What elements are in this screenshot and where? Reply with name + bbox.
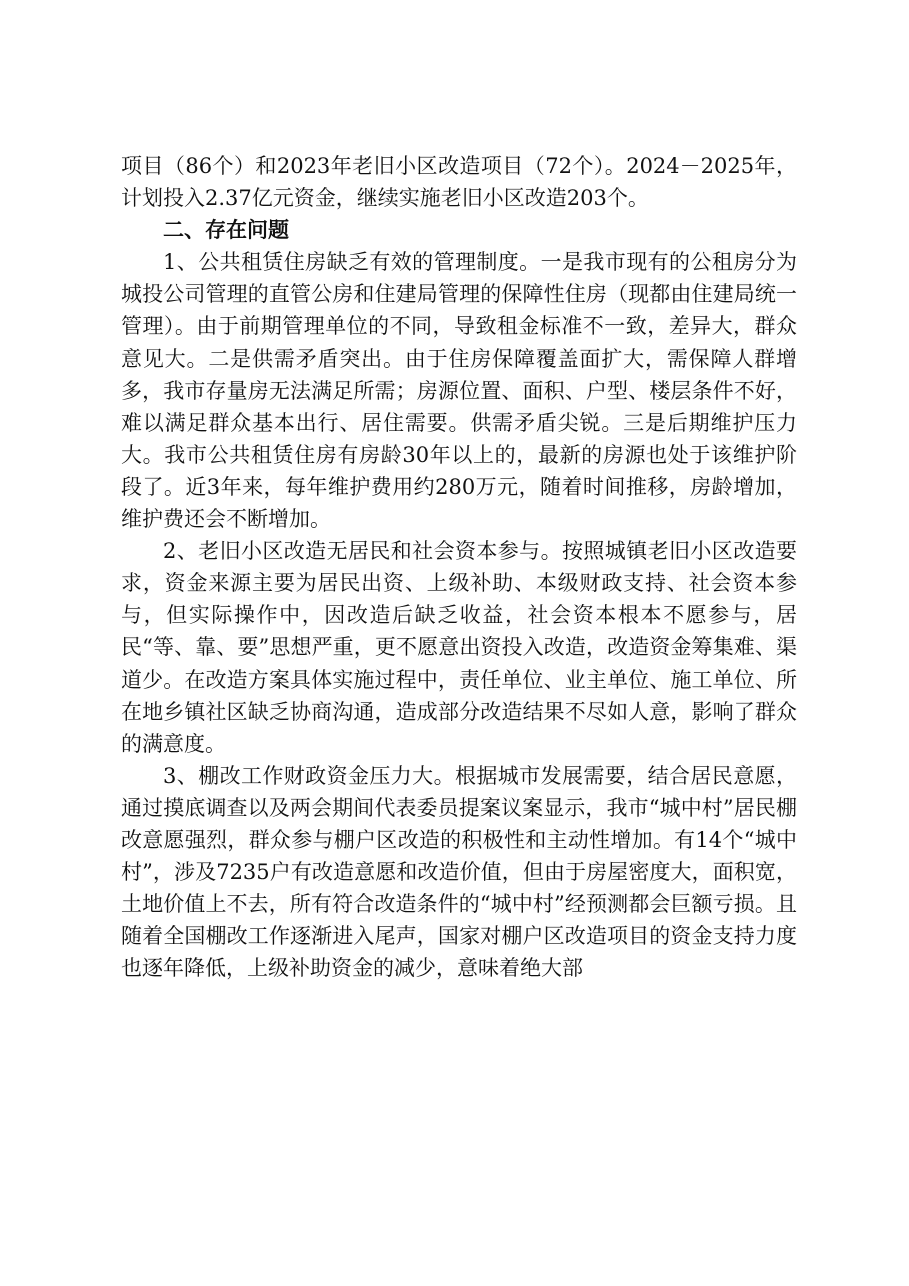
paragraph-2: 2、老旧小区改造无居民和社会资本参与。按照城镇老旧小区改造要求，资金来源主要为居民出资、上级补助、本级财政支持、社会资本参与，但实际操作中，因改造后缺乏收益，社会资本根本不愿参与，居民“等、靠、要”思想严重，更不愿意出资投入改造，改造资金筹集难、渠道少。在改造方案具体实施过程中，责任单位、业主单位、施工单位、所在地乡镇社区缺乏协商沟通，造成部分改造结果不尽如人意，影响了群众的满意度。 xyxy=(121,539,797,756)
paragraph-3: 3、棚改工作财政资金压力大。根据城市发展需要，结合居民意愿，通过摸底调查以及两会期间代表委员提案议案显示，我市“城中村”居民棚改意愿强烈，群众参与棚户区改造的积极性和主动性增加。有14个“城中村”，涉及7235户有改造意愿和改造价值，但由于房屋密度大，面积宽，土地价值上不去，所有符合改造条件的“城中村”经预测都会巨额亏损。且随着全国棚改工作逐渐进入尾声，国家对棚户区改造项目的资金支持力度也逐年降低，上级补助资金的减少，意味着绝大部 xyxy=(121,763,797,981)
section-heading: 二、存在问题 xyxy=(163,218,289,243)
paragraph-1: 1、公共租赁住房缺乏有效的管理制度。一是我市现有的公租房分为城投公司管理的直管公房和住建局管理的保障性住房（现都由住建局统一管理）。由于前期管理单位的不同，导致租金标准不一致，差异大，群众意见大。二是供需矛盾突出。由于住房保障覆盖面扩大，需保障人群增多，我市存量房无法满足所需；房源位置、面积、户型、楼层条件不好，难以满足群众基本出行、居住需要。供需矛盾尖锐。三是后期维护压力大。我市公共租赁住房有房龄30年以上的，最新的房源也处于该维护阶段了。近3年来，每年维护费用约280万元，随着时间推移，房龄增加，维护费还会不断增加。 xyxy=(121,250,797,532)
document-body xyxy=(121,150,797,984)
intro-paragraph: 项目（86个）和2023年老旧小区改造项目（72个）。2024－2025年，计划投入2.37亿元资金，继续实施老旧小区改造203个。 xyxy=(121,154,797,211)
